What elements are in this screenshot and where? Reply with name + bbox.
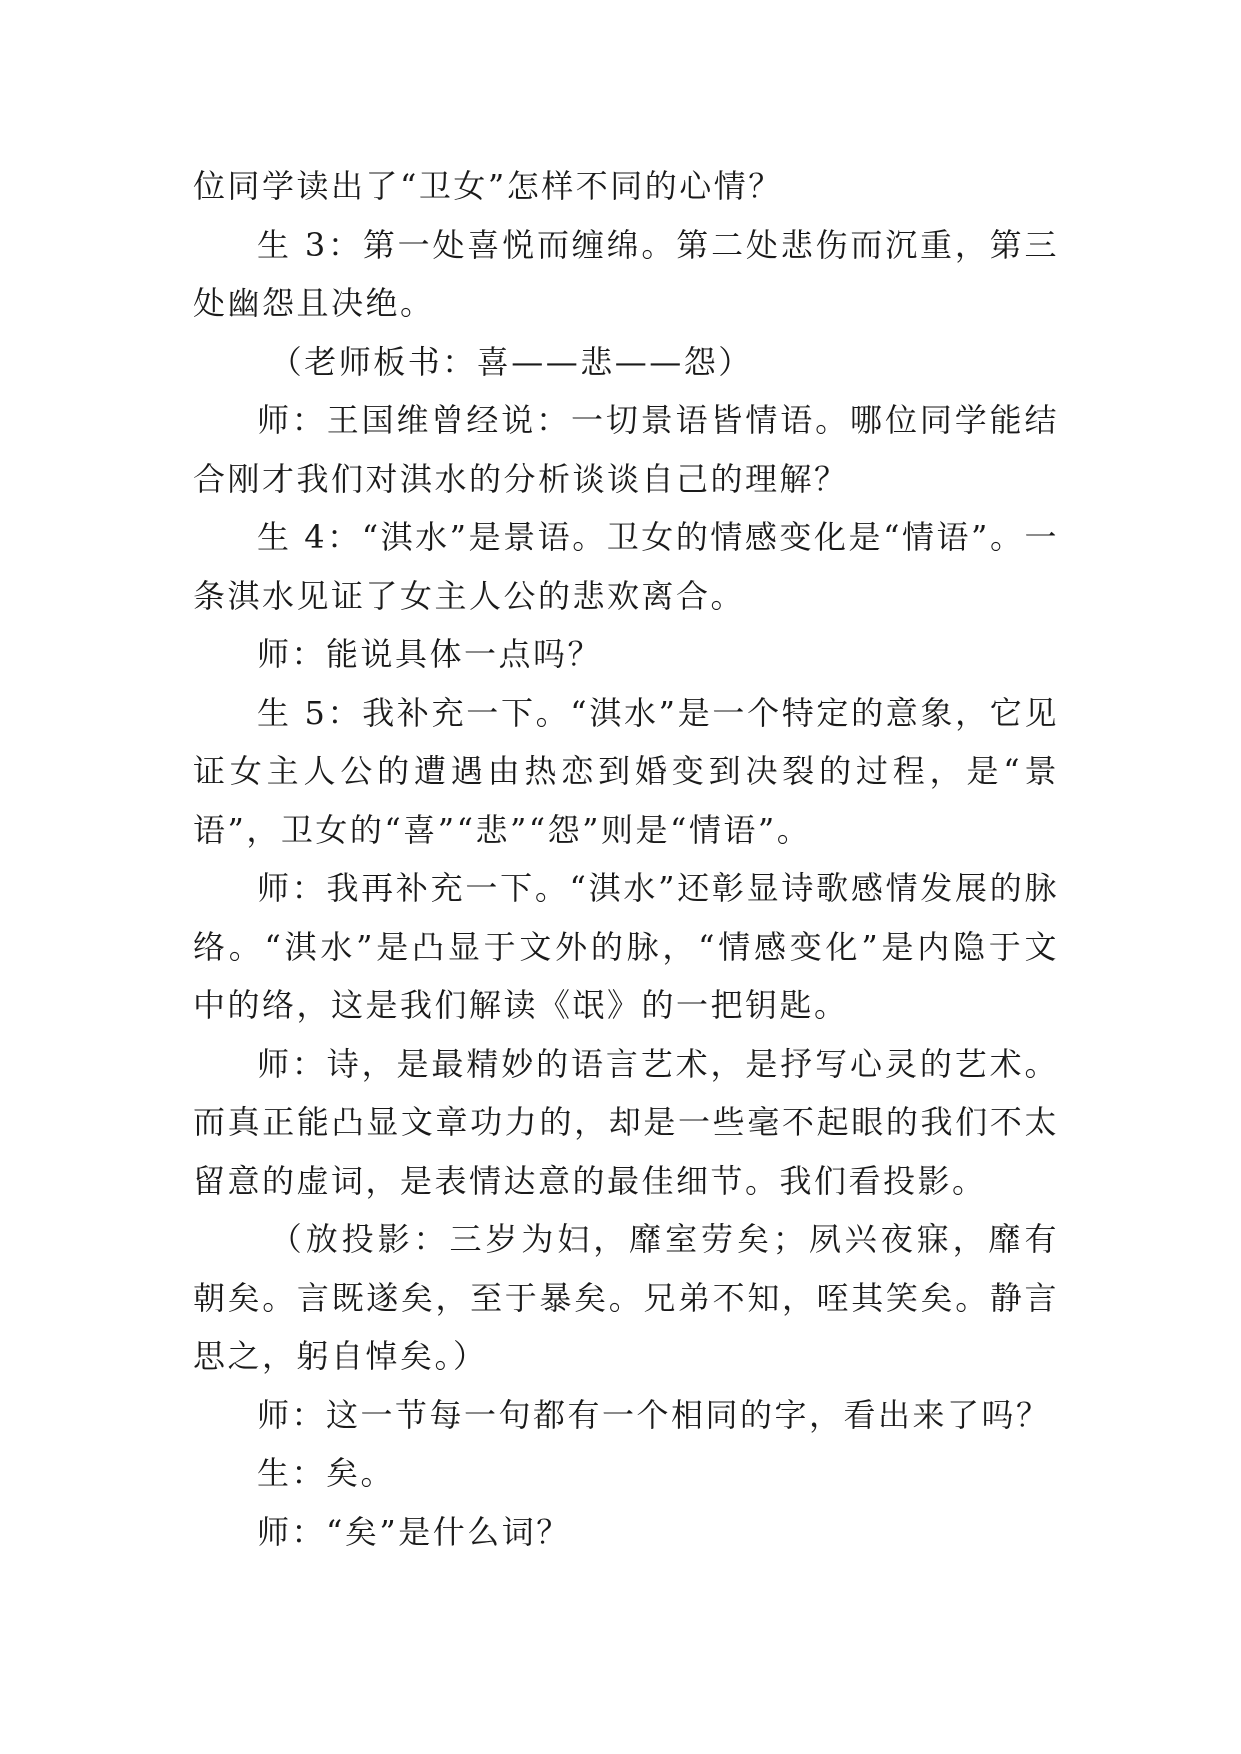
paragraph-continuation: 位同学读出了“卫女”怎样不同的心情？ <box>193 167 783 205</box>
paragraph-projection: （放投影：三岁为妇，靡室劳矣；夙兴夜寐，靡有朝矣。言既遂矣，至于暴矣。兄弟不知，咥其笑矣。静言思之，躬自悼矣。） <box>193 1220 1059 1375</box>
paragraph-student-3: 生 3：第一处喜悦而缠绵。第二处悲伤而沉重，第三处幽怨且决绝。 <box>193 225 1059 322</box>
document-body <box>193 157 1059 1561</box>
paragraph-teacher-poetry: 师：诗，是最精妙的语言艺术，是抒写心灵的艺术。而真正能凸显文章功力的，却是一些毫不起眼的我们不太留意的虚词，是表情达意的最佳细节。我们看投影。 <box>193 1044 1059 1200</box>
paragraph-teacher-wang-guowei: 师：王国维曾经说：一切景语皆情语。哪位同学能结合刚才我们对淇水的分析谈谈自己的理解？ <box>193 401 1059 498</box>
paragraph-student-answer: 生：矣。 <box>257 1454 396 1492</box>
paragraph-student-5: 生 5：我补充一下。“淇水”是一个特定的意象，它见证女主人公的遭遇由热恋到婚变到决裂的过程，是“景语”，卫女的“喜”“悲”“怨”则是“情语”。 <box>193 693 1059 849</box>
paragraph-teacher-same-character: 师：这一节每一句都有一个相同的字，看出来了吗？ <box>257 1395 1051 1434</box>
paragraph-teacher-word-type: 师：“矣”是什么词？ <box>257 1512 571 1551</box>
paragraph-student-4: 生 4：“淇水”是景语。卫女的情感变化是“情语”。一条淇水见证了女主人公的悲欢离合。 <box>193 518 1059 615</box>
paragraph-teacher-supplement: 师：我再补充一下。“淇水”还彰显诗歌感情发展的脉络。“淇水”是凸显于文外的脉，“情感变化”是内隐于文中的络，这是我们解读《氓》的一把钥匙。 <box>193 869 1059 1024</box>
paragraph-teacher-question: 师：能说具体一点吗？ <box>257 635 603 673</box>
paragraph-board-note: （老师板书：喜——悲——怨） <box>269 342 753 381</box>
